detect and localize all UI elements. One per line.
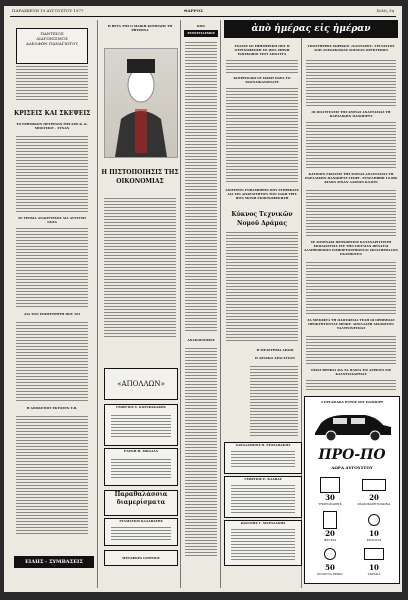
small-header: ΚΩΝ [196, 24, 206, 28]
prize-label: ΨΥΓΕΙΑ [323, 538, 337, 542]
ad-text [111, 459, 171, 479]
watch-icon [368, 514, 380, 526]
story-title: ΣΕ ΤΡΟΧΙΑ ΑΝΑΠΤΥΞΕΩΣ ΔΙΑ ΔΥΣΤΥΧΗ ΝΟΣΑ [18, 216, 86, 224]
text-column [16, 136, 88, 212]
story-title: ΣΕ ΣΟΥΡΝΑΚΙ ΠΡΟΧΩΡΕΙΝΣ ΚΑΤΑΝΑΡΓΙΤΙΣΤΗ ΕΚΠΑΙΔΕΥΣΙΣ ΣΤΕ ΤΗΝ ΠΟΥΛΙΑΝ ΘΕΝΑΤΑΙ ΑΛΛΗΡΟΠΟΙΩΝ ΕΙΣΦΟΡΤΟΥΡΠΩΝΥΑΙ ΣΚΙΛΛΗΡΟΛΓΟΝ ΕΚΛΕΘΟΥΕΝ [304, 240, 398, 256]
text-column [16, 66, 88, 102]
small-band: ΣΥΝΕΣΤΙΑΣΜΟΣ [184, 30, 218, 37]
classified-ad-title: ΧΑΡΑΛΑΜΠΟΣ Θ. ΣΤΟΣΑΠΑΚΗΣ [235, 443, 291, 447]
prize-item [309, 511, 351, 541]
section-banner: ἀπὸ ἡμέρας εἰς ἡμέραν [224, 20, 398, 38]
classified-ad-title: ΣΤΑΜΑΤΙΟΣ ΚΑΛΑΦΑΤΗΣ [119, 519, 163, 523]
prize-label: ΡΑΔΙΟΚΑΣΕΤΟΦΩΝΑ [357, 502, 391, 506]
announcement-line: ΑΔΕΛΦΩΝ ΠΑΝΑΓΙΩΤΟΥ [26, 41, 78, 46]
classified-ad [224, 442, 302, 474]
lottery-ad-top-line: 2 ΕΡΓΑΣΙΑΚΑ ΕΝΤΟΣ ΣΟΥ ΠΑΣΠΟΡΤ [320, 400, 384, 404]
lottery-ad-subtitle: ΔΩΡΑ ΑΥΓΟΥΣΤΟΥ [331, 465, 373, 470]
prize-label: ΤΗΛΕΟΡΑΣΕΙΣ [318, 502, 342, 506]
story-title: ΔΙΑ ΤΟΝ ΕΠΙΜΕΤΡΗΤΗ ΠΟΥ ΛΕΙ [24, 312, 80, 316]
ad-text [111, 527, 171, 541]
tv-icon [320, 477, 340, 493]
headline: Η ΠΙΣΤΟΠΟΙΗΣΙΣ ΤΗΣ ΟΙΚΟΝΟΜΙΑΣ [101, 169, 179, 185]
announcement-box [16, 28, 88, 64]
prize-item [353, 545, 395, 575]
ad-text [231, 485, 295, 513]
text-column [226, 232, 298, 342]
notice-heading: ΑΝΑΚΟΙΝΩΣΕΙΣ [187, 338, 215, 342]
portrait-photo [104, 48, 178, 158]
column-rule [220, 20, 221, 588]
prize-count: 20 [369, 493, 379, 502]
section-title: ΚΡΙΣΕΙΣ ΚΑΙ ΣΚΕΨΕΙΣ [14, 110, 91, 117]
story-title: Η ΑΠΟΚΕΣΙΟΥ ΕΚΤΟΣΕΝ Ε.Β. [26, 406, 78, 410]
story-title: ΥΠΟΣΤΗΡΙΞΙΣ ΧΩΡΙΚΩΝ «ΚΑΝΤΑΡΟΥ» ΥΕΓΝΙΑΤΟΣ ΛΟΗ ΑΝΕΚΣΚΟΣΙΑΣ ΣΟΙΝΙΟΝ ΟΡΥΚΤΕΙΙΩΝ [307, 44, 395, 52]
classified-ad-title: ΓΕΩΡΓΙΟΣ Σ. ΚΟΣΥΦΑΚΑΚΗΣ [116, 405, 166, 409]
classified-ad-title: ΓΕΩΡΓΙΟΣ Ε. ΚΛΑΦΑΣ [244, 477, 282, 481]
classified-ad-title: ΙΩΑΝΝΗΣ Γ. ΜΑΡΑΛΑΚΗΣ [240, 521, 286, 525]
radio-icon [362, 479, 386, 491]
car-icon [311, 409, 393, 443]
story-title: ΔΙΟΤΕΡΟΝ ΕΝΘΑΜΗΡΗΝ ΠΟΥ ΕΤΗΡΙΦΑΕΣ ΔΙΑ ΣΙΝ ΑΠΑΡΑΙΤΗΤΟΝ ΤΟΝ ΣΑΚΗ ΤΡΙΣ ΙΕΡΑ ΜΟΝΗ ΕΚΠΟΝΟΦΕΚΗΣΗ [225, 188, 299, 200]
prize-item [353, 477, 395, 507]
classified-ad [104, 518, 178, 546]
fridge-icon [323, 511, 337, 529]
prize-count: 50 [325, 563, 335, 572]
story-title: ΟΙ ΠΟΛΥΤΕΛΕΙΣ ΤΗΣ ΚΥΡΙΑΣ ΑΝΑΣΤΑΣΙΑΣ ΤΗ ΠΑΡΑΛΙΚΗΝ ΠΑΝΩΠΕΥΣ [311, 110, 391, 118]
prize-label: ΤΑΞΙΔΙΑ [367, 572, 381, 576]
ad-text [231, 451, 295, 469]
photo-caption: Η ΒΕΥΑ ΤΗΣ Ο ΜΑΙΚΗ ΚΟΥΒΙΔΗΣ ΤΗ ΡΗΤΖΩΝΑ [107, 24, 173, 32]
text-column [226, 88, 298, 184]
prize-label: ΡΟΛΟΓΙΑ SEIKO [317, 572, 343, 576]
ad-text [231, 529, 295, 561]
story-title: ΤΟ ΕΡΗΜΙΚΟΝ ΠΕΤΡΙΝΟΝ ΜΕΓΑΡΟ Κ. Κ. ΜΠΟΥΣΙΟΥ - ΣΥΝΑΝ [16, 122, 88, 130]
watch-icon [324, 548, 336, 560]
lottery-ad [304, 396, 400, 584]
prize-count: 10 [369, 529, 379, 538]
header-paper-title: ΘΑΡΡΟΣ [184, 8, 203, 13]
text-column [306, 336, 396, 366]
notice-heading: Η ΑΡΑΣΚΟ ΑΡΑΓΑΤΣΑΝ [255, 356, 295, 360]
prize-item [309, 545, 351, 575]
prize-count: 20 [325, 529, 335, 538]
story-title: ΚΟΥΡΗΛΙΑΙΩ ΟΥ ΙΚΙΚΗ ΠΑΡΑ ΤΟ ΣΚΟΝΔΙΚΑΝΟΝΑΤΕ [233, 76, 291, 84]
text-column [16, 416, 88, 536]
classified-ad [224, 476, 302, 518]
prize-item [309, 477, 351, 507]
header-date: ΠΑΡΑΣΚΕΥΗ 19 ΑΥΓΟΥΣΤΟΥ 1977 [12, 8, 84, 13]
headline: Κύκνος Τεχνικῶν Νομοῦ Δράμας [231, 211, 293, 227]
text-column [306, 60, 396, 106]
classified-ad [104, 448, 178, 486]
text-column [16, 322, 88, 402]
page-header [4, 6, 402, 15]
notice-heading: Η ΜΕΛΕΤΗΜΑ ΑΡΑΠΙ [256, 348, 294, 352]
story-title: ΣΑ ΜΕΣΟΦΥΛ ΤΗ ΠΑΙΓΙΩΡΑΙΑ ΤΕΛΗ ΟΙ ΟΡΙΘΜΟΔΕ ΠΡΟΚΥΠΤΟΝΤΑΣ ΜΕΙΚΡ. ΑΠΟΛΛΑΞΗ ΔΙΚΑΙΩΤΟΝ ΤΑΛΤΕΟΝΤΙΣΙΑΣ [307, 318, 395, 330]
text-column [185, 42, 217, 332]
column-rule [180, 20, 181, 588]
story-title: ΣΧΑΣΣΕ ΣΟ ΕΦΗΜΕΡΙΚΗ ΠΟΥ Η ΟΤΡΥΝΟΦΕΩΣΗ ΣΟ ΙΕΡΑ ΜΗΝΗ ΕΠΙΣΚΟΠΟΙ ΣΕΣΤ ΑΠΟΛΥΤΑ [234, 44, 290, 56]
ad-text [111, 415, 171, 439]
column-rule [97, 20, 98, 588]
text-column [306, 262, 396, 314]
text-column [306, 122, 396, 168]
classified-ad-title: ΕΛΕΝΗ Η. ΜΠΑΛΛΑ [124, 449, 158, 453]
prize-count: 10 [369, 563, 379, 572]
text-column [185, 348, 217, 558]
footer-band: ΕΙΔΗΣ - ΣΥΜΒΑΣΕΙΣ [14, 556, 94, 568]
classified-ad [224, 520, 302, 566]
text-column [306, 380, 396, 392]
text-column [226, 60, 298, 74]
text-column [250, 366, 298, 436]
prize-item [353, 511, 395, 541]
footer-box: ΜΕΤΑΦΟΡΑ ΙΑΤΡΕΙΟΥ [104, 550, 178, 566]
text-column [104, 198, 176, 338]
prize-label: ΡΟΛΟΓΙΑ [366, 538, 382, 542]
story-title: ΚΑΤΟΠΙΝ ΕΚΠΛΕΙΣ ΤΗΣ ΚΥΡΙΑΣ ΑΝΑΣΤΑΣΙΑΣ ΤΗ ΠΑΡΑΛΙΚΗΝ ΠΑΝΩΠΕΥΣ ΓΕΩΡΓ. ΣΥΝΕΛΗΦΘΗ 10.000 ΚΙΛΩΝ ΣΙΝΑΝ ΛΑΣΕΩΝ ΚΑΛΩΝ [304, 172, 398, 184]
classified-ad [104, 404, 178, 446]
text-column [16, 228, 88, 308]
announcement-line: ΔΙΑΓΩΝΙΣΜΟΣ [36, 36, 68, 41]
story-title: ΟΜΑΣ ΘΡΕΦΑΙ ΔΙΑ ΤΑ ΠΛΟΙΑ ΤΙΣ ΑΕΡΙΟΥΣ ΕΙΣ ΚΑΛΝΤΙΑΧΑΡΕΙΑΣ [310, 368, 392, 376]
boxed-title: «ΑΠΟΛΛΩΝ» [104, 368, 178, 400]
lottery-ad-title: ΠΡΟ-ΠΟ [318, 447, 386, 463]
portrait-figure-icon [105, 49, 177, 157]
suitcase-icon [364, 548, 384, 560]
header-page-number: Σελίς 3η [376, 8, 394, 13]
prize-count: 30 [325, 493, 335, 502]
announcement-line: ΠΑΝΤΕΙΟΣ [40, 31, 64, 36]
newspaper-page [4, 6, 402, 592]
text-column [306, 190, 396, 236]
header-rule [10, 16, 396, 17]
boxed-title: Παραθαλάσσια διαμερίσματα [104, 490, 178, 516]
